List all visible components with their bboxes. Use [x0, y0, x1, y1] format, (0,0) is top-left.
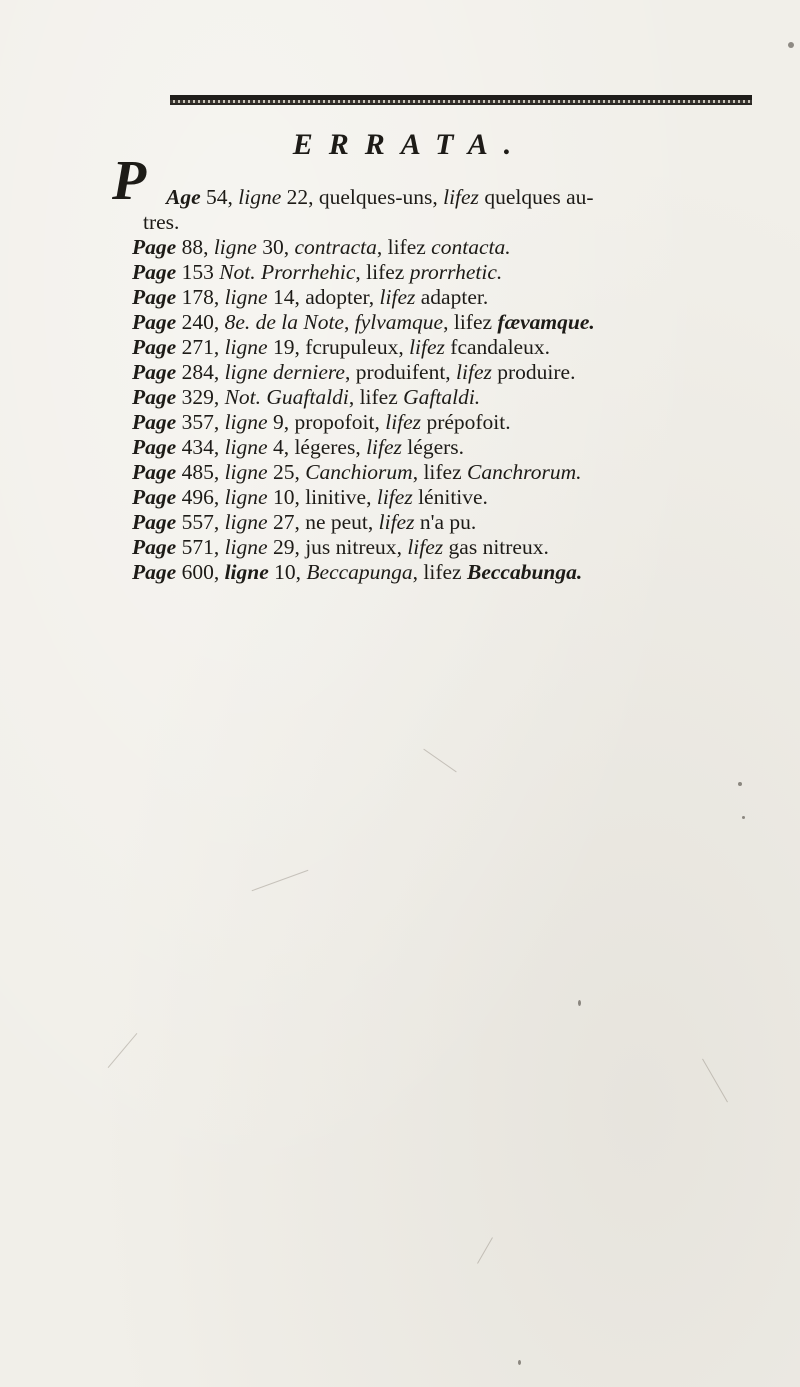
separator: , [376, 235, 383, 259]
corrected-text: Beccabunga. [466, 560, 583, 584]
separator: , [412, 460, 419, 484]
corrected-text: fævamque. [497, 310, 595, 334]
page-number: 271 [181, 335, 214, 359]
line-number: 30 [262, 235, 284, 259]
erroneous-text: Beccapunga [306, 560, 413, 584]
separator: , [294, 285, 300, 309]
paper-spot [518, 1360, 521, 1365]
line-number: 29 [272, 535, 295, 559]
line-number: 25 [272, 460, 295, 484]
corrected-text: lénitive. [418, 485, 488, 509]
erroneous-text: linitive [305, 485, 367, 509]
separator: , [367, 510, 374, 534]
lisez-word: lifez [376, 485, 413, 509]
separator: , [283, 435, 290, 459]
page-word: Page [132, 410, 177, 434]
erroneous-text: ne peut [305, 510, 368, 534]
page-word: Page [132, 560, 177, 584]
page-number: 571 [181, 535, 214, 559]
corrected-text: Canchrorum. [467, 460, 582, 484]
corrected-text: prorrhetic. [409, 260, 503, 284]
separator: , [213, 410, 220, 434]
line-number: 4 [272, 435, 284, 459]
lisez-word: lifez [423, 560, 462, 584]
ligne-word: ligne [224, 435, 268, 459]
line-number: 9 [272, 410, 284, 434]
lisez-word: lifez [456, 360, 492, 384]
errata-continuation: tres. [143, 210, 180, 234]
corrected-text: gas nitreux. [448, 535, 549, 559]
ligne-word: ligne [224, 410, 268, 434]
lisez-word: lifez [366, 435, 402, 459]
page-word: Page [132, 310, 177, 334]
errata-entry [132, 260, 792, 285]
separator: , [344, 360, 351, 384]
erroneous-text: Canchiorum [305, 460, 413, 484]
paper-spot [738, 782, 742, 786]
page-word: Page [132, 385, 177, 409]
paper-scratch [423, 749, 456, 773]
separator: , [348, 385, 355, 409]
separator: , [412, 560, 419, 584]
line-number: 10 [274, 560, 296, 584]
page-word: Page [132, 235, 177, 259]
erroneous-text: quelques-uns [318, 185, 433, 209]
separator: , [213, 435, 220, 459]
ligne-word: ligne [224, 485, 268, 509]
separator: , [355, 435, 361, 459]
corrected-text: n'a pu. [419, 510, 477, 534]
corrected-text: fcandaleux. [450, 335, 550, 359]
separator: , [213, 510, 220, 534]
errata-entry [132, 360, 792, 385]
erroneous-text: légeres [294, 435, 356, 459]
separator: , [203, 235, 209, 259]
corrected-text: contacta. [431, 235, 511, 259]
corrected-text: Gaftaldi. [403, 385, 481, 409]
lisez-word: lifez [443, 185, 479, 209]
ligne-word: ligne [213, 235, 257, 259]
page-number: 284 [181, 360, 214, 384]
separator: , [366, 485, 372, 509]
separator: , [294, 535, 300, 559]
paper-scratch [702, 1059, 728, 1103]
line-number: Not. [224, 385, 262, 409]
lisez-word: lifez [409, 335, 445, 359]
separator: , [398, 335, 404, 359]
separator: , [396, 535, 402, 559]
separator: , [294, 510, 300, 534]
line-number: 10 [272, 485, 295, 509]
paper-spot [742, 816, 745, 819]
errata-entry [132, 510, 792, 535]
errata-entry [132, 535, 792, 560]
erroneous-text: fylvamque [354, 310, 444, 334]
corrected-text: prépofoit. [426, 410, 511, 434]
line-number: 27 [272, 510, 295, 534]
erroneous-text: produifent [355, 360, 446, 384]
errata-entry [132, 385, 792, 410]
page-word: Page [132, 485, 177, 509]
line-number: 22 [286, 185, 309, 209]
lisez-word: lifez [453, 310, 493, 334]
page-number: 54 [206, 185, 228, 209]
ligne-word: ligne [224, 560, 269, 584]
errata-entry [132, 285, 792, 310]
errata-entry [112, 150, 792, 212]
separator: , [308, 185, 314, 209]
errata-entry [132, 410, 792, 435]
ligne-word: ligne [224, 535, 268, 559]
separator: , [432, 185, 438, 209]
page-number: 178 [181, 285, 214, 309]
line-number: 8e. de la Note [224, 310, 344, 334]
separator: , [294, 485, 300, 509]
page-word: Page [132, 285, 177, 309]
line-number: derniere [272, 360, 345, 384]
decorative-headband [170, 95, 752, 105]
page-number: 434 [181, 435, 214, 459]
page-word: Page [132, 335, 177, 359]
page-number: 88 [181, 235, 204, 259]
separator: , [213, 285, 220, 309]
separator: , [213, 385, 220, 409]
separator: , [213, 560, 220, 584]
page-number: 153 [181, 260, 214, 284]
erroneous-text: jus nitreux [305, 535, 397, 559]
corrected-text: quelques au- [484, 185, 594, 209]
paper-scratch [477, 1237, 493, 1263]
lisez-word: lifez [378, 510, 415, 534]
separator: , [343, 310, 350, 334]
errata-entry [132, 235, 792, 260]
separator: , [445, 360, 451, 384]
paper-spot [788, 42, 794, 48]
line-number: Not. [219, 260, 256, 284]
separator: , [294, 460, 300, 484]
erroneous-text: contracta [294, 235, 377, 259]
page-word: Age [166, 185, 201, 209]
erroneous-text: adopter [305, 285, 369, 309]
separator: , [295, 560, 302, 584]
page-number: 485 [181, 460, 214, 484]
erroneous-text: fcrupuleux [305, 335, 399, 359]
separator: , [283, 410, 290, 434]
erroneous-text: Guaftaldi [266, 385, 349, 409]
line-number: 14 [272, 285, 295, 309]
erroneous-text: Prorrhehic [261, 260, 356, 284]
page-word: Page [132, 260, 177, 284]
lisez-word: lifez [387, 235, 426, 259]
ligne-word: ligne [224, 360, 268, 384]
lisez-word: lifez [366, 260, 405, 284]
errata-entry [132, 560, 792, 585]
page-word: Page [132, 510, 177, 534]
lisez-word: lifez [407, 535, 444, 559]
errata-entry [132, 460, 792, 485]
ligne-word: ligne [224, 510, 268, 534]
errata-title: ERRATA. [292, 128, 528, 161]
separator: , [368, 285, 375, 309]
paper-scratch [252, 870, 309, 891]
page-number: 329 [181, 385, 214, 409]
lisez-word: lifez [379, 285, 416, 309]
erroneous-text: propofoit [294, 410, 375, 434]
page-word: Page [132, 435, 177, 459]
drop-cap: P [112, 150, 147, 212]
lisez-word: lifez [423, 460, 462, 484]
page-number: 357 [181, 410, 214, 434]
errata-entry [132, 335, 792, 360]
corrected-text: produire. [497, 360, 576, 384]
corrected-text: adapter. [420, 285, 489, 309]
page-word: Page [132, 460, 177, 484]
ligne-word: ligne [224, 285, 268, 309]
line-number: 19 [272, 335, 295, 359]
paper-scratch [108, 1033, 138, 1068]
page-word: Page [132, 360, 177, 384]
page-number: 240 [181, 310, 214, 334]
separator: , [213, 460, 220, 484]
errata-entry [132, 435, 792, 460]
page-number: 557 [181, 510, 214, 534]
lisez-word: lifez [385, 410, 422, 434]
separator: , [443, 310, 449, 334]
page-word: Page [132, 535, 177, 559]
errata-entry [132, 310, 792, 335]
errata-list [112, 150, 792, 585]
separator: , [213, 485, 220, 509]
separator: , [227, 185, 233, 209]
paper-spot [578, 1000, 581, 1006]
lisez-word: lifez [359, 385, 398, 409]
page-number: 496 [181, 485, 214, 509]
page-number: 600 [181, 560, 214, 584]
separator: , [294, 335, 300, 359]
separator: , [213, 335, 220, 359]
separator: , [213, 535, 220, 559]
ligne-word: ligne [224, 335, 268, 359]
separator: , [374, 410, 380, 434]
separator: , [213, 360, 220, 384]
separator: , [355, 260, 361, 284]
separator: , [283, 235, 290, 259]
ligne-word: ligne [238, 185, 282, 209]
errata-entry [132, 485, 792, 510]
separator: , [213, 310, 220, 334]
ligne-word: ligne [224, 460, 268, 484]
corrected-text: légers. [407, 435, 465, 459]
